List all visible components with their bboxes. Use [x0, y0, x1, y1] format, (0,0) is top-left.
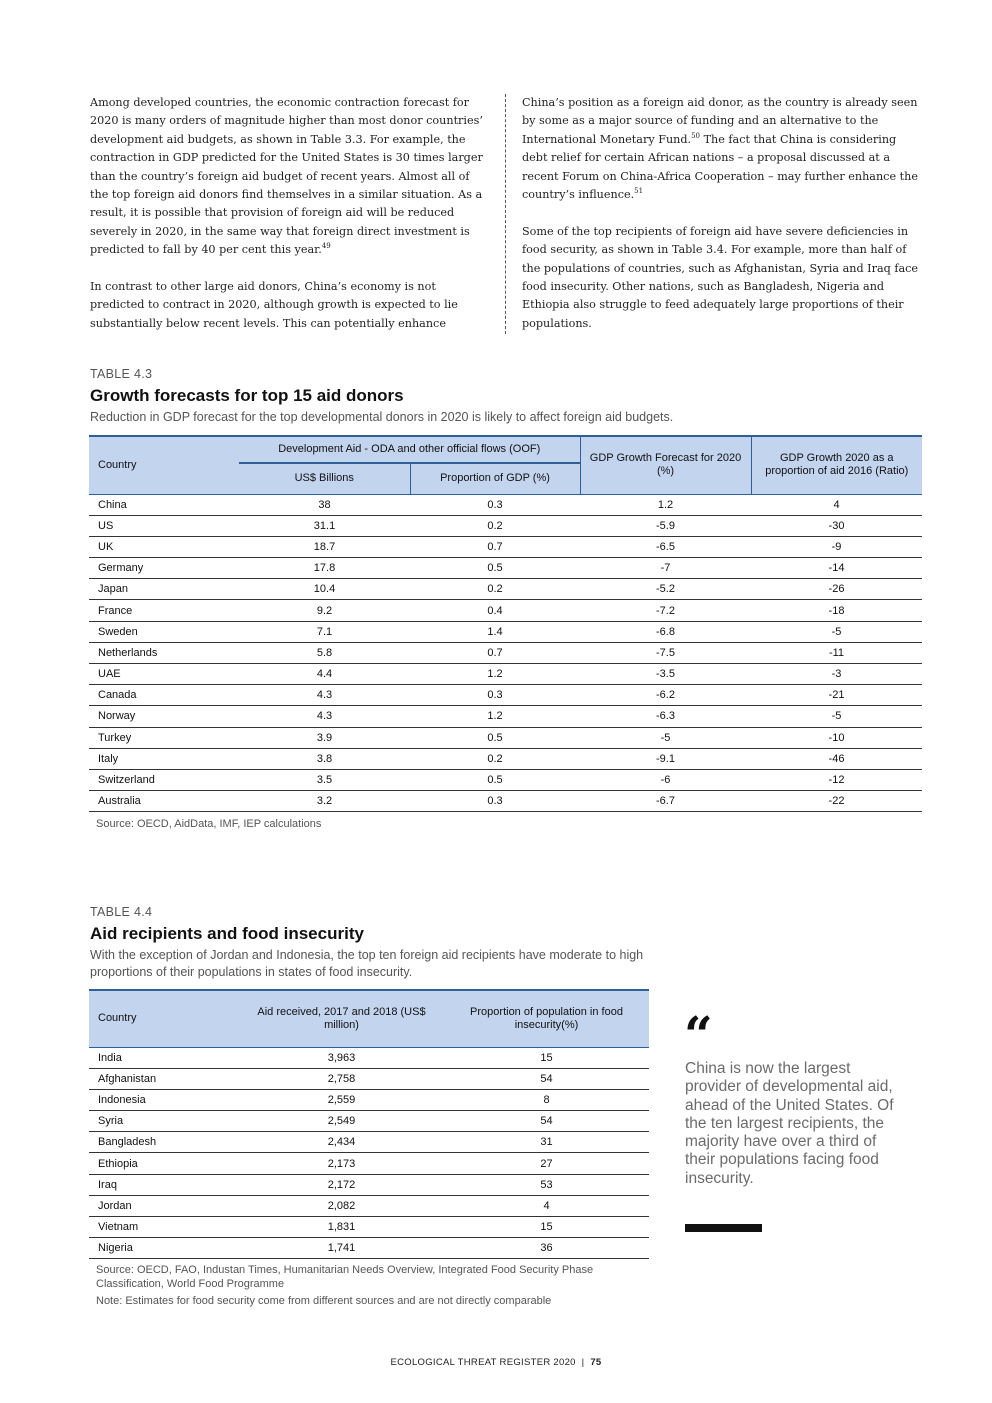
table-row	[89, 769, 922, 790]
column-header-group: Development Aid - ODA and other official flows (OOF)	[239, 436, 580, 463]
cell-value: 0.4	[410, 600, 580, 621]
cell-country: UAE	[89, 664, 239, 685]
cell-value: 2,082	[239, 1195, 444, 1216]
cell-value: 1.2	[410, 706, 580, 727]
cell-country: Bangladesh	[89, 1132, 239, 1153]
cell-value: 0.7	[410, 642, 580, 663]
column-divider	[505, 94, 506, 334]
cell-country: Norway	[89, 706, 239, 727]
cell-value: 54	[444, 1068, 649, 1089]
cell-value: -6.5	[580, 536, 751, 557]
cell-country: Indonesia	[89, 1089, 239, 1110]
column-header-ratio: GDP Growth 2020 as a proportion of aid 2016 (Ratio)	[751, 436, 922, 494]
cell-value: -6.7	[580, 791, 751, 812]
page-footer	[0, 1357, 992, 1368]
cell-country: UK	[89, 536, 239, 557]
table-row	[89, 1068, 649, 1089]
cell-value: 31	[444, 1132, 649, 1153]
cell-value: 53	[444, 1174, 649, 1195]
table-row	[89, 685, 922, 706]
cell-value: 0.2	[410, 579, 580, 600]
table-row	[89, 494, 922, 515]
table-43	[89, 435, 922, 812]
table-44-note: Note: Estimates for food security come from different sources and are not directly comparable	[96, 1295, 552, 1307]
cell-value: 15	[444, 1217, 649, 1238]
cell-value: 1.4	[410, 621, 580, 642]
cell-country: China	[89, 494, 239, 515]
cell-value: -46	[751, 748, 922, 769]
cell-value: -5.9	[580, 515, 751, 536]
cell-value: 5.8	[239, 642, 410, 663]
column-header-food-insecurity: Proportion of population in food insecurity(%)	[444, 990, 649, 1047]
cell-country: Ethiopia	[89, 1153, 239, 1174]
table-44	[89, 989, 649, 1259]
cell-value: 0.2	[410, 748, 580, 769]
table-row	[89, 621, 922, 642]
cell-country: US	[89, 515, 239, 536]
cell-value: -14	[751, 558, 922, 579]
table-row	[89, 1111, 649, 1132]
cell-country: Canada	[89, 685, 239, 706]
cell-value: -11	[751, 642, 922, 663]
cell-value: -6.3	[580, 706, 751, 727]
cell-value: 4.3	[239, 706, 410, 727]
table-row	[89, 1174, 649, 1195]
body-column-right	[522, 94, 922, 352]
cell-value: 3.8	[239, 748, 410, 769]
cell-country: Afghanistan	[89, 1068, 239, 1089]
cell-value: 1,741	[239, 1238, 444, 1259]
cell-country: Germany	[89, 558, 239, 579]
table-row	[89, 727, 922, 748]
cell-value: 18.7	[239, 536, 410, 557]
cell-value: 1,831	[239, 1217, 444, 1238]
cell-country: France	[89, 600, 239, 621]
table-43-source: Source: OECD, AidData, IMF, IEP calculations	[96, 818, 322, 830]
cell-value: 2,172	[239, 1174, 444, 1195]
table-43-subtitle: Reduction in GDP forecast for the top developmental donors in 2020 is likely to affect foreign aid budgets.	[90, 410, 674, 424]
cell-value: -5.2	[580, 579, 751, 600]
cell-country: Jordan	[89, 1195, 239, 1216]
cell-value: 2,559	[239, 1089, 444, 1110]
table-44-title: Aid recipients and food insecurity	[90, 924, 364, 943]
paragraph: Some of the top recipients of foreign aid have severe deficiencies in food security, as shown in Table 3.4. For example, more than half of the populations of countries, such as Afghanistan, Syria and Iraq face food insecurity. Other nations, such as Bangladesh, Nigeria and Ethiopia also struggle to feed adequately large proportions of their populations.	[522, 224, 919, 330]
cell-value: 2,434	[239, 1132, 444, 1153]
cell-country: Syria	[89, 1111, 239, 1132]
table-row	[89, 600, 922, 621]
quote-accent-bar	[685, 1224, 762, 1232]
cell-country: Iraq	[89, 1174, 239, 1195]
cell-country: Sweden	[89, 621, 239, 642]
cell-value: 4	[751, 494, 922, 515]
cell-country: Netherlands	[89, 642, 239, 663]
pull-quote-text: China is now the largest provider of developmental aid, ahead of the United States. Of the ten largest recipients, the majority have over a third of their populations facing food insecurity.	[685, 1060, 894, 1187]
table-44-subtitle: With the exception of Jordan and Indonesia, the top ten foreign aid recipients have moderate to high proportions of their populations in states of food insecurity.	[90, 948, 644, 979]
cell-value: -18	[751, 600, 922, 621]
cell-value: 0.3	[410, 791, 580, 812]
cell-value: 9.2	[239, 600, 410, 621]
cell-country: Switzerland	[89, 769, 239, 790]
table-row	[89, 1195, 649, 1216]
table-row	[89, 706, 922, 727]
cell-value: -7	[580, 558, 751, 579]
cell-value: 2,758	[239, 1068, 444, 1089]
cell-value: 0.5	[410, 769, 580, 790]
page-number: 75	[590, 1357, 602, 1368]
cell-value: -9	[751, 536, 922, 557]
cell-value: -3.5	[580, 664, 751, 685]
cell-value: 0.3	[410, 494, 580, 515]
cell-country: Australia	[89, 791, 239, 812]
cell-value: 0.5	[410, 558, 580, 579]
cell-value: 3,963	[239, 1047, 444, 1068]
cell-country: Nigeria	[89, 1238, 239, 1259]
body-column-left	[90, 94, 488, 352]
column-header-aid-received: Aid received, 2017 and 2018 (US$ million)	[239, 990, 444, 1047]
cell-value: 3.9	[239, 727, 410, 748]
cell-value: 27	[444, 1153, 649, 1174]
cell-value: -5	[580, 727, 751, 748]
cell-value: -3	[751, 664, 922, 685]
cell-value: 0.7	[410, 536, 580, 557]
column-header-country: Country	[89, 436, 239, 494]
table-row	[89, 1217, 649, 1238]
paragraph: Among developed countries, the economic contraction forecast for 2020 is many orders of magnitude higher than most donor countries’ development aid budgets, as shown in Table 3.3. For example, the contraction in GDP predicted for the United States is 30 times larger than the country’s foreign aid budget of recent years. Almost all of the top foreign aid donors find themselves in a similar situation. As a result, it is possible that provision of foreign aid will be reduced severely in 2020, in the same way that foreign direct investment is predicted to fall by 40 per cent this year.$^{49}$	[90, 96, 483, 257]
column-header-gdp-forecast: GDP Growth Forecast for 2020 (%)	[580, 436, 751, 494]
cell-value: 7.1	[239, 621, 410, 642]
table-row	[89, 791, 922, 812]
cell-value: -9.1	[580, 748, 751, 769]
cell-value: 36	[444, 1238, 649, 1259]
table-row	[89, 515, 922, 536]
column-header-proportion: Proportion of GDP (%)	[410, 463, 580, 494]
cell-country: Japan	[89, 579, 239, 600]
cell-value: 31.1	[239, 515, 410, 536]
cell-country: Italy	[89, 748, 239, 769]
cell-value: 8	[444, 1089, 649, 1110]
cell-value: 0.3	[410, 685, 580, 706]
table-row	[89, 664, 922, 685]
cell-value: -10	[751, 727, 922, 748]
cell-value: -6.8	[580, 621, 751, 642]
cell-value: -6	[580, 769, 751, 790]
cell-country: Vietnam	[89, 1217, 239, 1238]
cell-value: -5	[751, 706, 922, 727]
cell-value: -5	[751, 621, 922, 642]
cell-value: -12	[751, 769, 922, 790]
column-header-usd: US$ Billions	[239, 463, 410, 494]
publication-title: ECOLOGICAL THREAT REGISTER 2020	[390, 1357, 576, 1368]
quote-mark-icon: “	[684, 1005, 713, 1064]
table-row	[89, 558, 922, 579]
table-row	[89, 1153, 649, 1174]
table-row	[89, 1238, 649, 1259]
footnote-ref[interactable]: 51	[634, 187, 644, 196]
table-44-label: TABLE 4.4	[90, 905, 153, 919]
cell-value: -7.5	[580, 642, 751, 663]
table-43-title: Growth forecasts for top 15 aid donors	[90, 386, 404, 405]
cell-value: 4	[444, 1195, 649, 1216]
table-row	[89, 1047, 649, 1068]
cell-value: 0.5	[410, 727, 580, 748]
cell-value: -21	[751, 685, 922, 706]
cell-country: Turkey	[89, 727, 239, 748]
cell-value: -7.2	[580, 600, 751, 621]
paragraph: China’s position as a foreign aid donor, as the country is already seen by some as a major source of funding and an alternative to the International Monetary Fund.$^{50}$ The fact that China is considering debt relief for certain African nations – a proposal discussed at a recent Forum on China-Africa Cooperation – may further enhance the country’s influence.$^{51}$	[522, 96, 918, 202]
cell-value: 54	[444, 1111, 649, 1132]
footnote-ref[interactable]: 50	[691, 131, 701, 140]
table-row	[89, 579, 922, 600]
table-44-source: Source: OECD, FAO, Industan Times, Humanitarian Needs Overview, Integrated Food Security Phase Classification, World Food Programme	[96, 1264, 594, 1290]
cell-value: 0.2	[410, 515, 580, 536]
cell-value: -26	[751, 579, 922, 600]
cell-value: 2,549	[239, 1111, 444, 1132]
footer-separator: |	[581, 1357, 585, 1368]
paragraph: In contrast to other large aid donors, China’s economy is not predicted to contract in 2020, although growth is expected to lie substantially below recent levels. This can potentially enhance	[90, 280, 458, 330]
cell-country: India	[89, 1047, 239, 1068]
cell-value: 4.4	[239, 664, 410, 685]
cell-value: 4.3	[239, 685, 410, 706]
cell-value: 3.5	[239, 769, 410, 790]
column-header-country: Country	[89, 990, 239, 1047]
table-row	[89, 748, 922, 769]
table-row	[89, 642, 922, 663]
cell-value: 17.8	[239, 558, 410, 579]
footnote-ref[interactable]: 49	[321, 242, 331, 251]
cell-value: 10.4	[239, 579, 410, 600]
cell-value: 38	[239, 494, 410, 515]
table-43-label: TABLE 4.3	[90, 367, 153, 381]
cell-value: 3.2	[239, 791, 410, 812]
table-row	[89, 1089, 649, 1110]
table-row	[89, 536, 922, 557]
cell-value: 1.2	[410, 664, 580, 685]
cell-value: 15	[444, 1047, 649, 1068]
cell-value: 1.2	[580, 494, 751, 515]
table-row	[89, 1132, 649, 1153]
cell-value: -22	[751, 791, 922, 812]
cell-value: 2,173	[239, 1153, 444, 1174]
cell-value: -30	[751, 515, 922, 536]
cell-value: -6.2	[580, 685, 751, 706]
